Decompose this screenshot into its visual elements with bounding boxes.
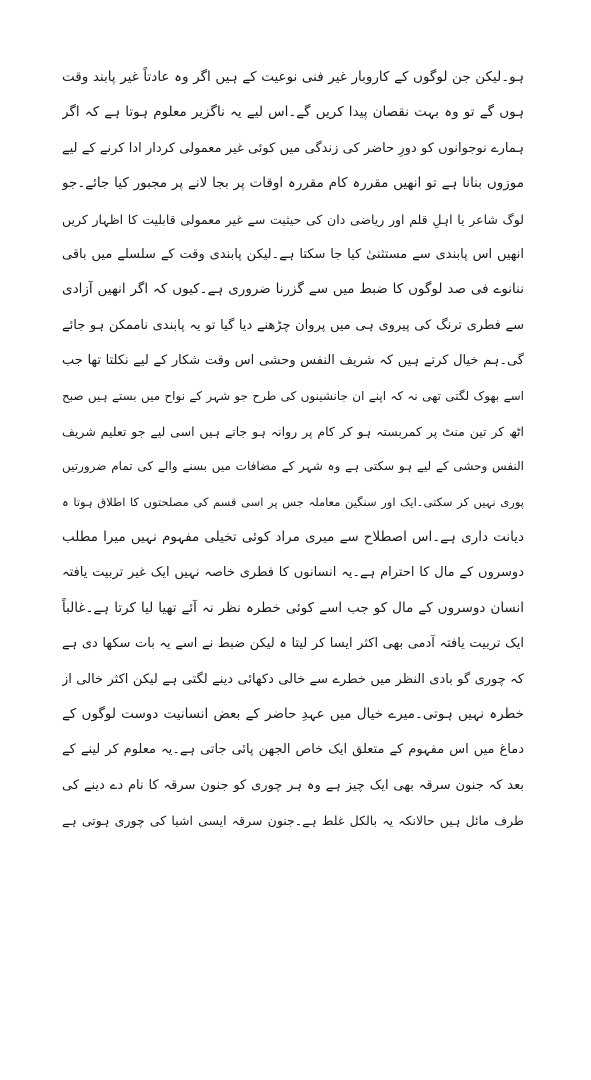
- text-line: انسان دوسروں کے مال کو جب اسے کوئی خطرہ نظر نہ آئے تھیا لیا کرتا ہے۔غالباً: [62, 599, 524, 616]
- text-line: دیانت داری ہے۔اس اصطلاح سے میری مراد کوئی تخیلی مفہوم نہیں میرا مطلب: [62, 529, 524, 546]
- text-line: لوگ شاعر یا اہلِ قلم اور ریاضی دان کی حیثیت سے غیر معمولی قابلیت کا اظہار کریں: [62, 211, 524, 227]
- text-line: ہوں گے تو وہ بہت نقصان پیدا کریں گے۔اس لیے یہ ناگزیر معلوم ہوتا ہے کہ اگر: [62, 104, 524, 121]
- text-line: دوسروں کے مال کا احترام ہے۔یہ انسانوں کا فطری خاصہ نہیں ایک غیر تربیت یافتہ: [62, 565, 524, 581]
- text-line: خطرہ نہیں ہوتی۔میرے خیال میں عہدِ حاضر کے بعض انسانیت دوست لوگوں کے: [62, 706, 524, 723]
- text-line: ہو۔لیکن جن لوگوں کے کاروبار غیر فنی نوعیت کے ہیں اگر وہ عادتاً غیر پابند وقت: [62, 69, 524, 85]
- text-line: دماغ میں اس مفہوم کے متعلق ایک خاص الجھن پائی جاتی ہے۔یہ معلوم کر لینے کے: [62, 742, 524, 758]
- text-line: النفس وحشی کے لیے ہو سکتی ہے وہ شہر کے مضافات میں بسنے والے کی تمام ضرورتیں: [62, 459, 524, 474]
- text-line: ایک تربیت یافتہ آدمی بھی اکثر ایسا کر لیتا ہ لیکن ضبط نے اسے یہ بات سکھا دی ہے: [62, 636, 524, 652]
- text-line: بعد کہ جنون سرقہ بھی ایک چیز ہے وہ ہر چوری کو جنون سرقہ کا نام دے دینے کی: [62, 777, 524, 793]
- text-line: انھیں اس پابندی سے مستثنیٰ کیا جا سکتا ہے۔لیکن پابندی وقت کے سلسلے میں باقی: [62, 246, 524, 262]
- text-line: پوری نہیں کر سکتی۔ایک اور سنگین معاملہ جس پر اسی قسم کی مصلحتوں کا اطلاق ہوتا ہ: [62, 494, 524, 509]
- text-line: گی۔ہم خیال کرتے ہیں کہ شریف النفس وحشی اس وقت شکار کے لیے نکلتا تھا جب: [62, 353, 524, 369]
- text-line: اسے بھوک لگتی تھی نہ کہ اپنے ان جانشینوں کی طرح جو شہر کے نواح میں بستے ہیں صبح: [62, 388, 524, 403]
- text-line: موزوں بنانا ہے تو انھیں مقررہ کام مقررہ اوقات پر بجا لانے پر مجبور کیا جائے۔جو: [62, 175, 524, 192]
- text-line: کہ چوری گو بادی النظر میں خطرے سے خالی دکھائی دینے لگتی ہے لیکن اکثر خالی از: [62, 671, 524, 687]
- paragraph-body: [62, 60, 524, 839]
- text-line: ننانوے فی صد لوگوں کا ضبط میں سے گزرنا ضروری ہے۔کیوں کہ اگر انھیں آزادی: [62, 281, 524, 298]
- text-line: طرف مائل ہیں حالانکہ یہ بالکل غلط ہے۔جنون سرقہ ایسی اشیا کی چوری ہوتی ہے: [62, 813, 524, 829]
- text-line: اٹھ کر تین منٹ پر کمربستہ ہو کر کام پر روانہ ہو جاتے ہیں اسی لیے جو تعلیم شریف: [62, 423, 524, 439]
- text-line: سے فطری ترنگ کی پیروی ہی میں پروان چڑھنے دیا گیا تو یہ پابندی ناممکن ہو جائے: [62, 317, 524, 333]
- text-line: ہمارے نوجوانوں کو دورِ حاضر کی زندگی میں کوئی غیر معمولی کردار ادا کرنے کے لیے: [62, 140, 524, 156]
